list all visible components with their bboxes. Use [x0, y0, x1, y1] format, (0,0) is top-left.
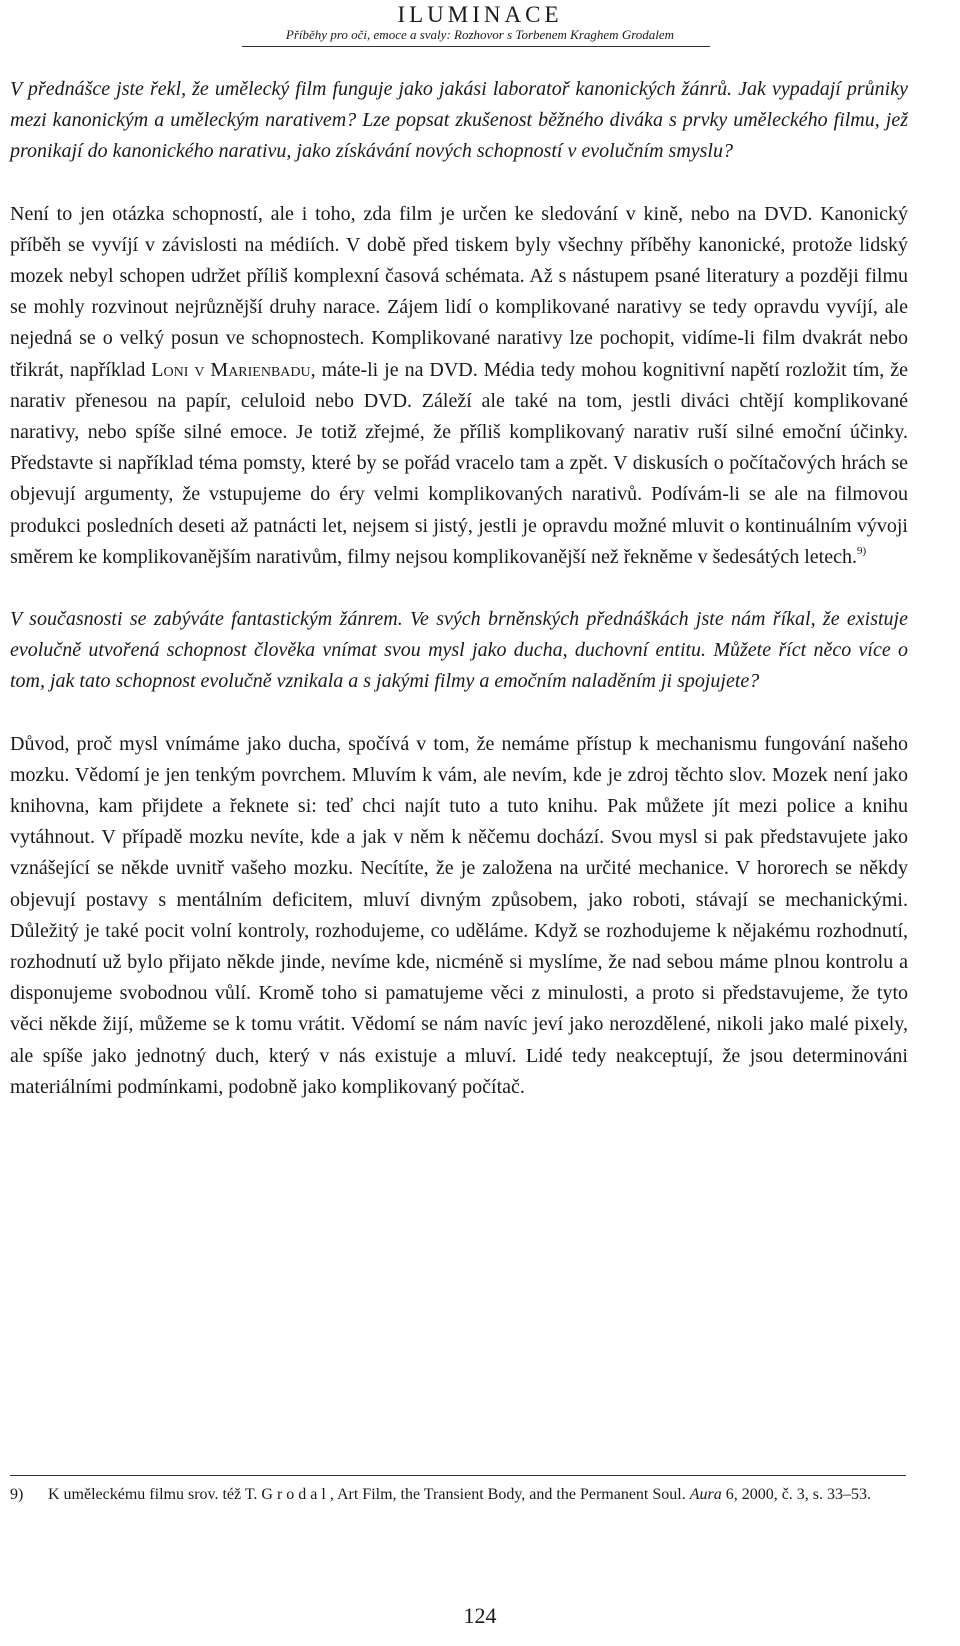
footnote-lead: K uměleckému filmu srov. též T.: [48, 1486, 262, 1503]
footnote-reference[interactable]: 9): [857, 544, 867, 557]
footnote-title: , Art Film, the Transient Body, and the Permanent Soul.: [329, 1486, 690, 1503]
footnote-details: 6, 2000, č. 3, s. 33–53.: [721, 1486, 872, 1503]
running-head: Příběhy pro oči, emoce a svaly: Rozhovor s Torbenem Kraghem Grodalem: [285, 27, 675, 42]
paragraph-gap: [10, 698, 908, 729]
journal-title: ILUMINACE: [397, 2, 563, 27]
footnote-rule: [10, 1475, 906, 1476]
article-body: [10, 74, 908, 1103]
footnote: [10, 1483, 908, 1507]
footnote-author: Grodal: [261, 1486, 330, 1503]
footnote-number: 9): [10, 1486, 24, 1503]
page-number: 124: [463, 1603, 497, 1628]
answer-2: Důvod, proč mysl vnímáme jako ducha, spočívá v tom, že nemáme přístup k mechanismu fungování našeho mozku. Vědomí je jen tenkým povrchem. Mluvím k vám, ale nevím, kde je zdroj těchto slov. Mozek není jako knihovna, kam přijdete a řeknete si: teď chci najít tuto a tuto knihu. Pak můžete jít mezi police a knihu vytáhnout. V případě mozku nevíte, kde a jak v něm k něčemu dochází. Svou mysl si pak představujete jako vznášející se někde uvnitř vašeho mozku. Necítíte, že je založena na určité mechanice. V hororech se někdy objevují postavy s mentálním deficitem, mluví divným způsobem, jako roboti, stávají se mechanickými. Důležitý je také pocit volní kontroly, rozhodujeme, co uděláme. Když se rozhodujeme k nějakému rozhodnutí, rozhodnutí už bylo přijato někde jinde, nevíme kde, nicméně si myslíme, že nad sebou máme plnou kontrolu a disponujeme svobodnou vůlí. Kromě toho si pamatujeme věci z minulosti, a proto si představujeme, že tyto věci někde žijí, můžeme se k tomu vrátit. Vědomí se nám navíc jeví jako nerozdělené, nikoli jako malé pixely, ale spíše jako jednotný duch, který v nás existuje a mluví. Lidé tedy neakceptují, že jsou determinováni materiálními podmínkami, podobně jako komplikovaný počítač.: [10, 732, 908, 1098]
footnote-text: [48, 1483, 908, 1507]
answer-1-part-1: Není to jen otázka schopností, ale i toho, zda film je určen ke sledování v kině, nebo na DVD. Kanonický příběh se vyvíjí v závislosti na médiích. V době před tiskem byly všechny příběhy kanonické, protože lidský mozek nebyl schopen udržet příliš komplexní časová schémata. Až s nástupem psané literatury a později filmu se mohly rozvinout nejrůznější druhy narace. Zájem lidí o komplikované narativy se tedy opravdu vyvíjí, ale nejedná se o velký posun ve schopnostech. Komplikované narativy lze pochopit, vidíme-li film dvakrát nebo třikrát, například: [10, 202, 908, 381]
paragraph-gap: [10, 573, 908, 604]
footnote-journal: Aura: [689, 1486, 722, 1503]
film-title: Loni v Marienbadu: [151, 358, 311, 381]
answer-1: [10, 199, 908, 573]
question-1: V přednášce jste řekl, že umělecký film funguje jako jakási laboratoř kanonických žánrů. Jak vypadají průniky mezi kanonickým a uměleckým narativem? Lze popsat zkušenost běžného diváka s prvky uměleckého filmu, jež pronikají do kanonického narativu, jako získávání nových schopností v evolučním smyslu?: [10, 78, 908, 163]
answer-1-part-2: , máte-li je na DVD. Média tedy mohou kognitivní napětí rozložit tím, že narativ přenesou na papír, celuloid nebo DVD. Záleží ale také na tom, jestli diváci chtějí komplikované narativy, nebo spíše silné emoce. Je totiž zřejmé, že příliš komplikovaný narativ ruší silné emoční účinky. Představte si například téma pomsty, které by se pořád vracelo tam a zpět. V diskusích o počítačových hrách se objevují argumenty, že vstupujeme do éry velmi komplikovaných narativů. Podívám-li se ale na filmovou produkci posledních deseti až patnácti let, nejsem si jistý, jestli je opravdu možné mluvit o kontinuálním vývoji směrem ke komplikovanějším narativům, filmy nejsou komplikovanější než řekněme v šedesátých letech.: [10, 358, 908, 568]
question-2: V současnosti se zabýváte fantastickým žánrem. Ve svých brněnských přednáškách jste nám říkal, že existuje evolučně utvořená schopnost člověka vnímat svou mysl jako ducha, duchovní entitu. Můžete říct něco více o tom, jak tato schopnost evolučně vznikala a s jakými filmy a emočním naladěním ji spojujete?: [10, 608, 908, 693]
header-rule: [242, 46, 710, 47]
paragraph-gap: [10, 168, 908, 199]
